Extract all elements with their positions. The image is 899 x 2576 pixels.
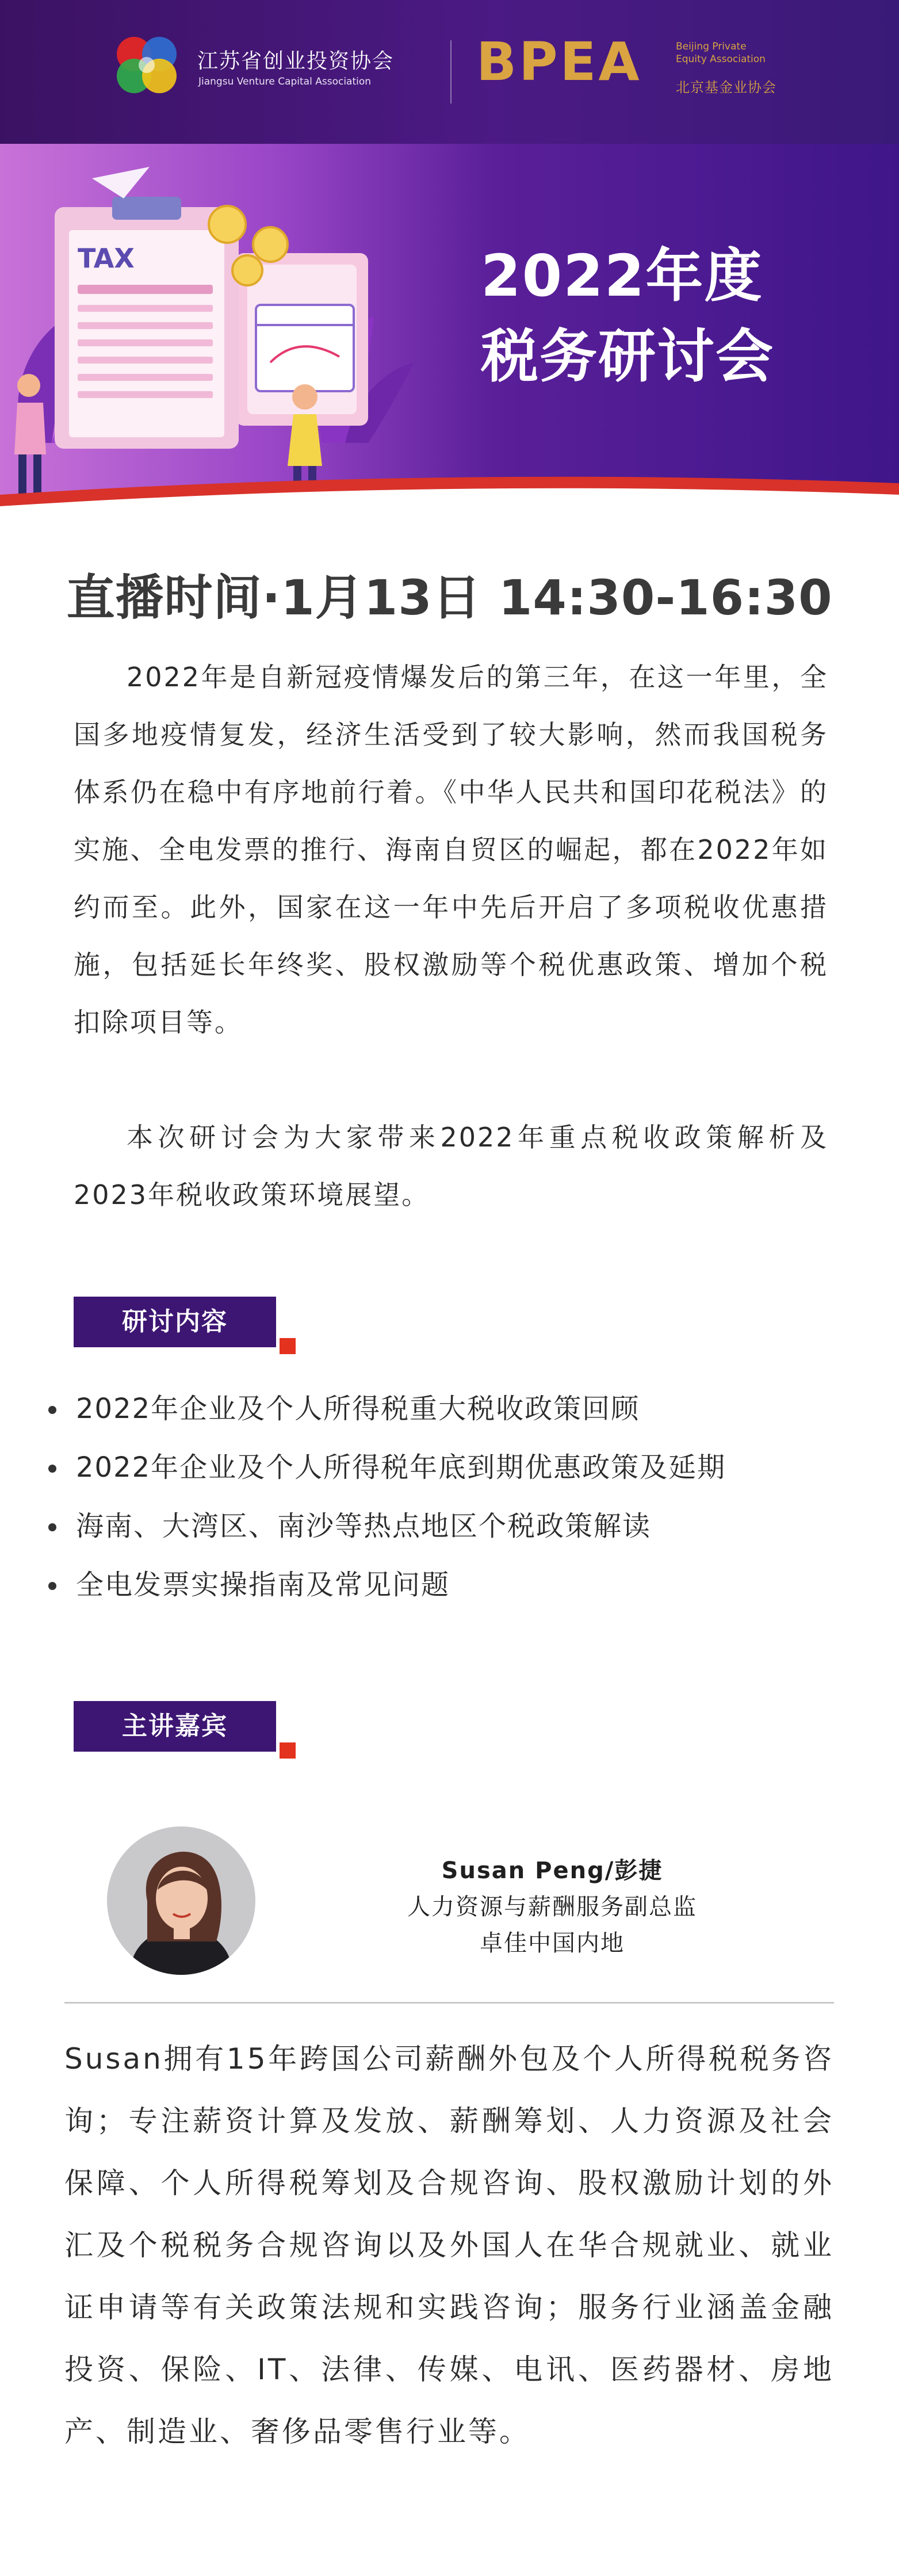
- bpea-english-line-1: Beijing Private: [676, 41, 747, 52]
- hero-banner: [0, 144, 899, 523]
- bullet-icon: [48, 1523, 56, 1531]
- topic-text: 海南、大湾区、南沙等热点地区个税政策解读: [76, 1510, 652, 1542]
- jva-name: 江苏省创业投资协会: [197, 49, 395, 73]
- tag-accent-square: [280, 1742, 296, 1759]
- jva-logo-icon: [106, 23, 187, 104]
- speaker-name: Susan Peng/彭捷: [441, 1858, 663, 1884]
- list-item: [39, 1438, 885, 1497]
- list-item: [39, 1555, 885, 1614]
- header-bar: [0, 0, 899, 144]
- list-item: [39, 1379, 885, 1438]
- tax-illustration: [0, 144, 420, 512]
- topic-text: 2022年企业及个人所得税重大税收政策回顾: [76, 1393, 640, 1425]
- topic-text: 全电发票实操指南及常见问题: [76, 1569, 450, 1601]
- event-title-line-2: 税务研讨会: [481, 323, 774, 390]
- bpea-chinese-name: 北京基金业协会: [676, 79, 776, 95]
- bullet-icon: [48, 1406, 56, 1414]
- speaker-section-label: 主讲嘉宾: [122, 1711, 228, 1741]
- topic-text: 2022年企业及个人所得税年底到期优惠政策及延期: [76, 1451, 726, 1484]
- tag-accent-square: [280, 1338, 296, 1354]
- intro-paragraph-1: 2022年是自新冠疫情爆发后的第三年，在这一年里，全国多地疫情复发，经济生活受到了较大影响，然而我国税务体系仍在稳中有序地前行着。《中华人民共和国印花税法》的实施、全电发票的推行、海南自贸区的崛起，都在2022年如约而至。此外，国家在这一年中先后开启了多项税收优惠措施，包括延长年终奖、股权激励等个税优惠政策、增加个税扣除项目等。: [74, 662, 828, 1038]
- bpea-english-name: [676, 40, 766, 66]
- speaker-bio: Susan拥有15年跨国公司薪酬外包及个人所得税税务咨询；专注薪资计算及发放、薪酬筹划、人力资源及社会保障、个人所得税筹划及合规咨询、股权激励计划的外汇及个税税务合规咨询以及外国人在华合规就业、就业证申请等有关政策法规和实践咨询；服务行业涵盖金融投资、保险、IT、法律、传媒、电讯、医药器材、房地产、制造业、奢侈品零售行业等。: [64, 2042, 834, 2448]
- event-title-line-1: 2022年度: [481, 242, 763, 309]
- speaker-section-tag: [74, 1701, 298, 1759]
- speaker-title: 人力资源与薪酬服务副总监: [407, 1894, 697, 1920]
- topics-section-label: 研讨内容: [122, 1307, 228, 1336]
- bpea-english-line-2: Equity Association: [676, 53, 766, 65]
- tax-label: [78, 243, 135, 274]
- bullet-icon: [48, 1465, 56, 1473]
- live-broadcast-time: 直播时间·1月13日 14:30-16:30: [66, 570, 833, 626]
- banner-wave: [0, 472, 899, 523]
- bpea-logo-mark: BPEA: [476, 31, 642, 93]
- jva-english-name: Jiangsu Venture Capital Association: [198, 76, 372, 87]
- topics-list: [39, 1379, 885, 1614]
- speaker-divider: [64, 2002, 834, 2004]
- list-item: [39, 1497, 885, 1555]
- topics-section-tag: [74, 1297, 298, 1354]
- bullet-icon: [48, 1582, 56, 1590]
- header-divider: [450, 40, 452, 104]
- speaker-organization: 卓佳中国内地: [480, 1930, 625, 1956]
- event-title: [481, 236, 774, 397]
- speaker-avatar: [107, 1826, 255, 1975]
- tax-label-text: TAX: [78, 243, 135, 274]
- intro-paragraph-2: 本次研讨会为大家带来2022年重点税收政策解析及2023年税收政策环境展望。: [74, 1122, 828, 1210]
